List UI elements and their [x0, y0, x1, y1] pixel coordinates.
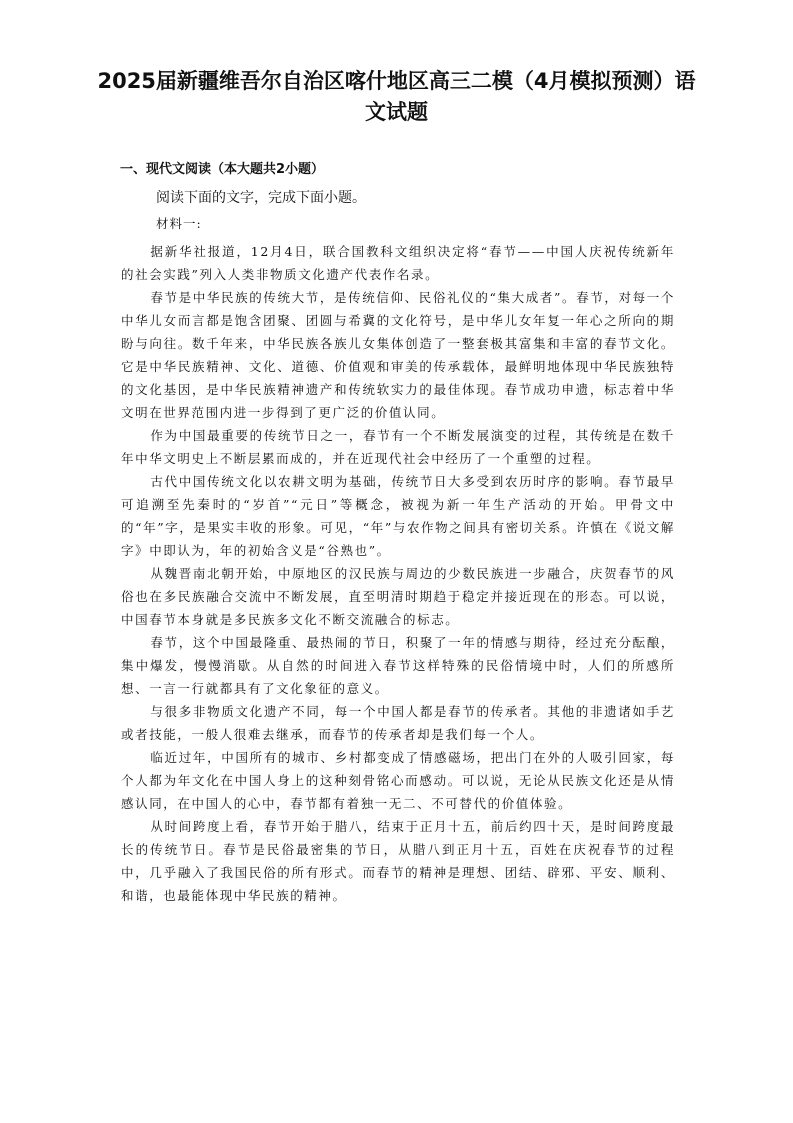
material-label: 材料一: — [156, 216, 202, 231]
paragraph: 作为中国最重要的传统节日之一，春节有一个不断发展演变的过程，其传统是在数千年中华文明史上不断层累而成的，并在近现代社会中经历了一个重塑的过程。 — [121, 428, 675, 466]
paragraph: 古代中国传统文化以农耕文明为基础，传统节日大多受到农历时序的影响。春节最早可追溯至先秦时的“岁首”“元日”等概念，被视为新一年生产活动的开始。甲骨文中的“年”字，是果实丰收的形象。可见，“年”与农作物之间具有密切关系。许慎在《说文解字》中即认为，年的初始含义是“谷熟也”。 — [121, 474, 675, 558]
section-heading: 一、现代文阅读（本大题共2小题） — [120, 162, 325, 177]
reading-instruction: 阅读下面的文字，完成下面小题。 — [156, 190, 366, 206]
paragraph: 春节，这个中国最隆重、最热闹的节日，积聚了一年的情感与期待，经过充分酝酿，集中爆发，慢慢消歇。从自然的时间进入春节这样特殊的民俗情境中时，人们的所感所想、一言一行就都具有了文化象征的意义。 — [121, 635, 675, 696]
paragraph: 据新华社报道，12月4日，联合国教科文组织决定将“春节——中国人庆祝传统新年的社会实践”列入人类非物质文化遗产代表作名录。 — [121, 244, 675, 282]
paragraph: 从时间跨度上看，春节开始于腊八，结束于正月十五，前后约四十天，是时间跨度最长的传统节日。春节是民俗最密集的节日，从腊八到正月十五，百姓在庆祝春节的过程中，几乎融入了我国民俗的所有形式。而春节的精神是理想、团结、辟邪、平安、顺利、和谐，也最能体现中华民族的精神。 — [121, 819, 675, 903]
article-body — [121, 240, 675, 907]
paragraph: 与很多非物质文化遗产不同，每一个中国人都是春节的传承者。其他的非遗诸如手艺或者技能，一般人很难去继承，而春节的传承者却是我们每一个人。 — [121, 704, 675, 742]
paragraph: 从魏晋南北朝开始，中原地区的汉民族与周边的少数民族进一步融合，庆贺春节的风俗也在多民族融合交流中不断发展，直至明清时期趋于稳定并接近现在的形态。可以说，中国春节本身就是多民族多文化不断交流融合的标志。 — [121, 566, 675, 627]
paragraph: 临近过年，中国所有的城市、乡村都变成了情感磁场，把出门在外的人吸引回家，每个人都为年文化在中国人身上的这种刻骨铭心而感动。可以说，无论从民族文化还是从情感认同，在中国人的心中，春节都有着独一无二、不可替代的价值体验。 — [121, 750, 675, 811]
document-title: 2025届新疆维吾尔自治区喀什地区高三二模（4月模拟预测）语文试题 — [97, 69, 696, 124]
paragraph: 春节是中华民族的传统大节，是传统信仰、民俗礼仪的“集大成者”。春节，对每一个中华儿女而言都是饱含团聚、团圆与希冀的文化符号，是中华儿女年复一年心之所向的期盼与向往。数千年来，中华民族各族儿女集体创造了一整套极其富集和丰富的春节文化。它是中华民族精神、文化、道德、价值观和审美的传承载体，最鲜明地体现中华民族独特的文化基因，是中华民族精神遗产和传统软实力的最佳体现。春节成功申遗，标志着中华文明在世界范围内进一步得到了更广泛的价值认同。 — [121, 290, 675, 420]
